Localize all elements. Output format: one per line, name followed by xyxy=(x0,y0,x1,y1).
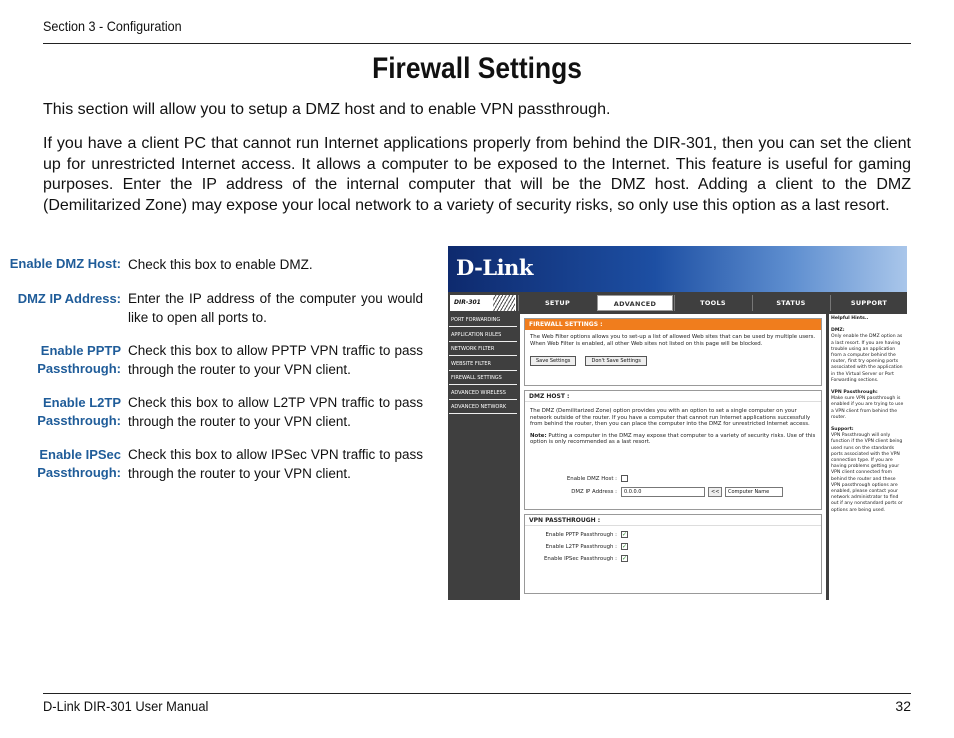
vpn-heading: VPN PASSTHROUGH : xyxy=(525,515,821,526)
enable-dmz-label: Enable DMZ Host : xyxy=(566,476,617,482)
definition-term: DMZ IP Address: xyxy=(17,291,121,306)
pptp-label: Enable PPTP Passthrough : xyxy=(545,532,617,538)
router-screenshot xyxy=(448,246,907,600)
sidebar-item-port-forwarding[interactable]: PORT FORWARDING xyxy=(449,314,517,327)
pptp-checkbox[interactable]: ✓ xyxy=(622,531,628,538)
footer-rule xyxy=(43,693,911,694)
sidebar-item-advanced-wireless[interactable]: ADVANCED WIRELESS xyxy=(449,387,517,400)
dmz-note-text: Putting a computer in the DMZ may expose that computer to a variety of security risks. Use of this option is only recommended as a last resort. xyxy=(530,432,816,446)
model-hatch xyxy=(493,295,515,311)
firewall-heading: FIREWALL SETTINGS : xyxy=(525,319,821,330)
router-banner xyxy=(448,246,907,292)
vpn-box xyxy=(524,514,822,594)
hints-dmz-text: Only enable the DMZ option as a last resort. If you are having trouble using an application from a computer behind the router, first try opening ports associated with the application in the Virtual Server or Port Forwarding sections. xyxy=(831,334,903,383)
hints-support-label: Support: xyxy=(831,427,854,433)
model-label: DIR-301 xyxy=(450,295,516,311)
definition-desc: Check this box to allow IPSec VPN traffic to pass through the router to your VPN client. xyxy=(128,447,423,481)
sidebar-item-advanced-network[interactable]: ADVANCED NETWORK xyxy=(449,401,517,414)
dont-save-settings-button[interactable]: Don't Save Settings xyxy=(585,356,646,366)
hints-vpn-text: Make sure VPN passthrough is enabled if you are trying to use a VPN client from behind the router. xyxy=(831,396,904,420)
dmz-note-label: Note: xyxy=(530,432,547,439)
page-title: Firewall Settings xyxy=(372,52,582,85)
sidebar-item-application-rules[interactable]: APPLICATION RULES xyxy=(449,329,517,342)
header-rule xyxy=(43,43,911,44)
definition-desc: Check this box to enable DMZ. xyxy=(128,257,313,272)
page-number: 32 xyxy=(895,698,911,714)
definition-desc: Check this box to allow PPTP VPN traffic to pass through the router to your VPN client. xyxy=(128,343,423,377)
router-nav xyxy=(448,294,907,312)
definition-term: Enable PPTP Passthrough: xyxy=(37,343,121,376)
save-settings-button[interactable]: Save Settings xyxy=(530,356,576,366)
footer-manual: D-Link DIR-301 User Manual xyxy=(43,698,209,714)
router-main xyxy=(520,314,826,600)
router-sidebar xyxy=(448,314,518,600)
hints-support-text: VPN Passthrough will only function if the VPN client being used runs on the standards ports associated with the VPN connection type. If you are having problems getting your VPN client connected from behind the router and these VPN passthrough options are enabled, please contact your network administrator to find out if any nonstandard ports or options are being used. xyxy=(831,433,903,513)
tab-status[interactable]: STATUS xyxy=(752,295,829,311)
dmz-ip-input[interactable]: 0.0.0.0 xyxy=(621,487,705,497)
dmz-box xyxy=(524,390,822,510)
hints-title: Helpful Hints.. xyxy=(831,316,869,321)
copy-arrow-button[interactable]: << xyxy=(708,487,722,497)
hints-dmz-label: DMZ: xyxy=(831,328,845,334)
definition-desc: Check this box to allow L2TP VPN traffic to pass through the router to your VPN client. xyxy=(128,395,423,429)
definition-term: Enable IPSec Passthrough: xyxy=(37,447,121,480)
definition-desc: Enter the IP address of the computer you would like to open all ports to. xyxy=(128,291,423,325)
sidebar-item-firewall-settings[interactable]: FIREWALL SETTINGS xyxy=(449,372,517,385)
definition-term: Enable L2TP Passthrough: xyxy=(37,395,121,428)
tab-tools[interactable]: TOOLS xyxy=(674,295,751,311)
l2tp-label: Enable L2TP Passthrough : xyxy=(545,544,617,550)
section-header: Section 3 - Configuration xyxy=(43,18,182,34)
sidebar-item-network-filter[interactable]: NETWORK FILTER xyxy=(449,343,517,356)
ipsec-checkbox[interactable]: ✓ xyxy=(622,555,628,562)
intro-text: This section will allow you to setup a DMZ host and to enable VPN passthrough. xyxy=(43,101,611,118)
dmz-note xyxy=(525,428,821,446)
dmz-heading: DMZ HOST : xyxy=(525,391,821,402)
computer-name-select[interactable]: Computer Name xyxy=(725,487,783,497)
enable-dmz-checkbox[interactable] xyxy=(621,475,628,482)
l2tp-checkbox[interactable]: ✓ xyxy=(622,543,628,550)
tab-advanced[interactable]: ADVANCED xyxy=(597,295,673,311)
dmz-text: The DMZ (Demilitarized Zone) option provides you with an option to set a single computer on your network outside of the router. If you have a computer that cannot run Internet applications successfully from behind the router, then you can place the computer into the DMZ for unrestricted Internet access. xyxy=(530,408,811,428)
tab-setup[interactable]: SETUP xyxy=(518,295,596,311)
body-paragraph: If you have a client PC that cannot run Internet applications properly from behind the DIR-301, then you can set the client up for unrestricted Internet access. It allows a computer to be exposed to the Internet. This feature is useful for gaming purposes. Enter the IP address of the internal computer that will be the DMZ host. Adding a client to the DMZ (Demilitarized Zone) may expose your local network to a variety of security risks, so only use this option as a last resort. xyxy=(43,135,911,214)
sidebar-item-website-filter[interactable]: WEBSITE FILTER xyxy=(449,358,517,371)
ipsec-label: Enable IPSec Passthrough : xyxy=(544,556,617,562)
dmz-ip-label: DMZ IP Address : xyxy=(571,489,617,495)
helpful-hints-panel xyxy=(829,314,907,600)
hints-vpn-label: VPN Passthrough: xyxy=(831,390,878,396)
firewall-box xyxy=(524,318,822,386)
firewall-text: The Web Filter options allows you to set-up a list of allowed Web sites that can be used by multiple users. When Web Filter is enabled, all other Web sites not listed on this page will be blocked. xyxy=(530,334,816,347)
dlink-logo: D-Link xyxy=(456,255,533,280)
tab-support[interactable]: SUPPORT xyxy=(830,295,907,311)
definition-term: Enable DMZ Host: xyxy=(9,256,121,271)
